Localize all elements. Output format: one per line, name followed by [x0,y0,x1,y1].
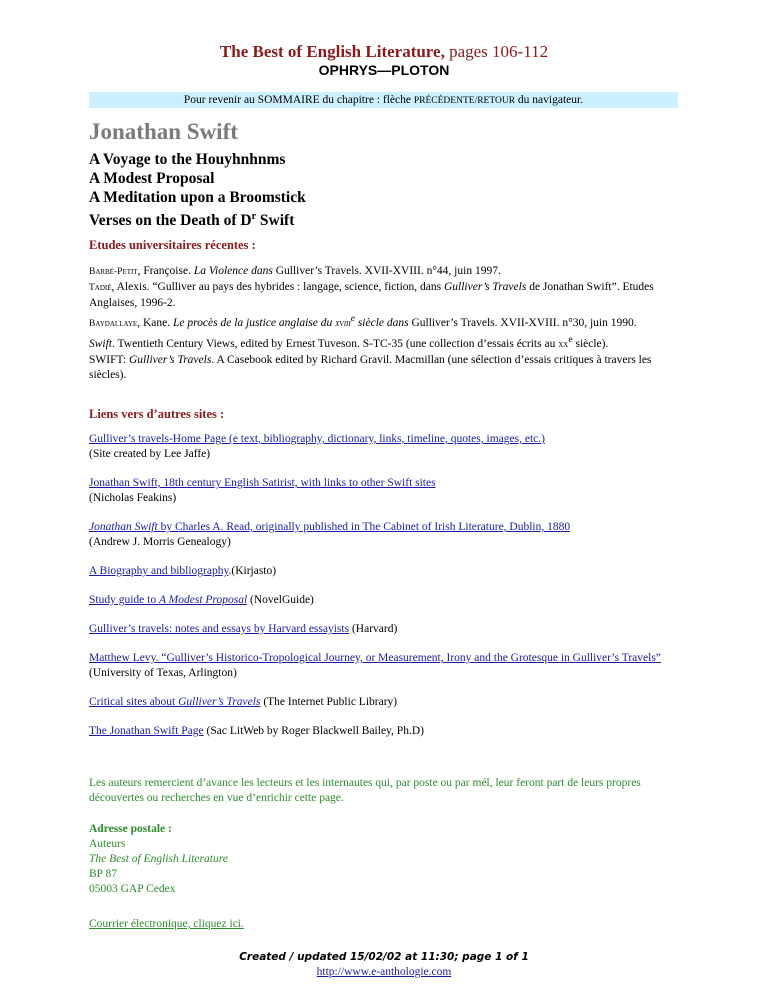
studies-list [89,264,689,383]
link-gulliver-home[interactable]: Gulliver’s travels-Home Page (e text, bibliography, dictionary, links, timeline, quotes, images, etc.) [89,433,545,445]
address-line: BP 87 [89,868,118,880]
navigation-note [89,92,678,108]
footer-url-link[interactable]: http://www.e-anthologie.com [316,966,452,978]
footer-updated: Created / updated 15/02/02 at 11:30; page 1 of 1 [239,951,529,963]
study-entry [89,332,689,353]
study-author: Barbé-Petit [89,267,138,277]
link-title-italic: Gulliver’s Travels [178,696,261,708]
link-note: (Nicholas Feakins) [89,492,177,504]
email-link-wrapper [89,918,244,930]
address-line: 05003 GAP Cedex [89,883,176,895]
link-note: (NovelGuide) [247,594,314,606]
link-title-italic: A Modest Proposal [158,594,248,606]
study-title: Gulliver’s Travels [443,281,527,293]
study-sup: e [350,313,355,324]
link-item [89,622,699,637]
book-pages: pages 106-112 [444,42,549,61]
address-heading: Adresse postale : [89,823,172,835]
study-text: Gulliver’s Travels. XVII-XVIII. n°44, juin 1997. [272,265,501,277]
link-item [89,651,699,681]
study-text: siècle). [572,337,609,350]
link-title-text: Study guide to [89,594,159,606]
book-title [0,42,768,62]
publisher: OPHRYS—PLOTON [318,62,450,78]
study-text: SWIFT: [89,353,129,366]
book-title-name: The Best of English Literature, [219,42,445,61]
link-harvard-essays[interactable]: Gulliver’s travels: notes and essays by Harvard essayists [89,623,350,635]
study-title [172,313,409,329]
works-list [89,150,306,230]
study-century: xx [558,339,569,350]
study-title: La Violence dans [193,265,273,277]
study-title: Gulliver’s Travels [129,353,212,366]
link-note: (Andrew J. Morris Genealogy) [89,536,231,548]
work-title: A Voyage to the Houyhnhnms [89,151,286,168]
link-critical-sites[interactable] [89,696,260,708]
acknowledgement: Les auteurs remercient d’avance les lecteurs et les internautes qui, par poste ou par mél, leur feront part de leurs propres découvertes ou recherches en vue d’enrichir cette page. [89,777,641,804]
link-note: (The Internet Public Library) [260,696,398,708]
postal-address [89,822,228,897]
nav-slash: / [474,96,478,106]
work-title-sup: r [251,211,257,222]
work-title: A Modest Proposal [89,170,215,187]
study-entry [89,264,689,280]
link-swift-page[interactable]: The Jonathan Swift Page [89,725,204,737]
nav-suffix: du navigateur. [515,94,584,106]
work-title-part: Swift [256,212,295,230]
link-note: (Site created by Lee Jaffe) [89,448,211,460]
links-list [89,432,699,753]
study-title-part: Le procès de la justice anglaise du [172,316,336,329]
studies-heading: Etudes universitaires récentes : [89,238,256,252]
study-text: Gulliver’s Travels. XVII-XVIII. n°30, juin 1990. [408,316,637,329]
work-title [89,207,306,230]
link-note: .(Kirjasto) [228,565,277,577]
study-entry [89,280,689,311]
link-item [89,724,699,739]
nav-previous: PRÉCÉDENTE [413,96,475,106]
nav-return: RETOUR [477,96,516,106]
link-note: (University of Texas, Arlington) [89,667,237,679]
study-text: , Françoise. [137,265,194,277]
study-title: Swift [89,337,113,350]
author-heading: Jonathan Swift [89,119,238,144]
study-text: de Jonathan Swift”. Etudes Anglaises, 1996-2. [89,281,654,309]
link-item [89,695,699,710]
link-title-italic: Jonathan Swift [89,521,158,533]
link-item [89,564,699,579]
study-text: . Twentieth Century Views, edited by Ernest Tuveson. S-TC-35 (une collection d’essais écrits au [112,337,559,350]
nav-prefix: Pour revenir au SOMMAIRE du chapitre : flèche [183,94,414,106]
links-heading: Liens vers d’autres sites : [89,407,225,421]
email-link[interactable]: Courrier électronique, cliquez ici. [89,918,244,930]
link-swift-read[interactable] [89,521,570,533]
link-item [89,593,699,608]
footer [0,950,768,980]
study-author: Baydallaye [89,318,138,329]
link-title-text: by Charles A. Read, originally published in The Cabinet of Irish Literature, Dublin, 1880 [157,521,571,533]
address-line: The Best of English Literature [89,853,228,865]
work-title-part: Verses on the Death of D [89,212,252,230]
study-text: , Kane. [137,316,173,329]
study-entry [89,311,689,332]
work-title: A Meditation upon a Broomstick [89,189,306,206]
link-item [89,476,699,506]
address-line: Auteurs [89,838,126,850]
study-author: Tadié [89,283,112,293]
link-item [89,520,699,550]
link-note: (Sac LitWeb by Roger Blackwell Bailey, Ph.D) [203,725,424,737]
study-century: xviii [335,318,351,329]
link-biography[interactable]: A Biography and bibliography [89,565,229,577]
link-study-guide[interactable] [89,594,247,606]
study-text: , Alexis. “Gulliver au pays des hybrides : langage, science, fiction, dans [111,281,444,293]
study-title-part: siècle dans [354,316,409,329]
study-sup: e [568,333,573,345]
study-text: . A Casebook edited by Richard Gravil. Macmillan (une sélection d’essais critiques à travers les siècles). [89,353,652,381]
link-title-text: Critical sites about [89,696,179,708]
link-item [89,432,699,462]
link-note: (Harvard) [349,623,398,635]
study-entry [89,353,689,383]
link-swift-satirist[interactable]: Jonathan Swift, 18th century English Satirist, with links to other Swift sites [89,477,436,489]
link-levy-article[interactable]: Matthew Levy. “Gulliver’s Historico-Tropological Journey, or Measurement, Irony and the Grotesque in Gulliver’s Travels” [89,652,661,664]
